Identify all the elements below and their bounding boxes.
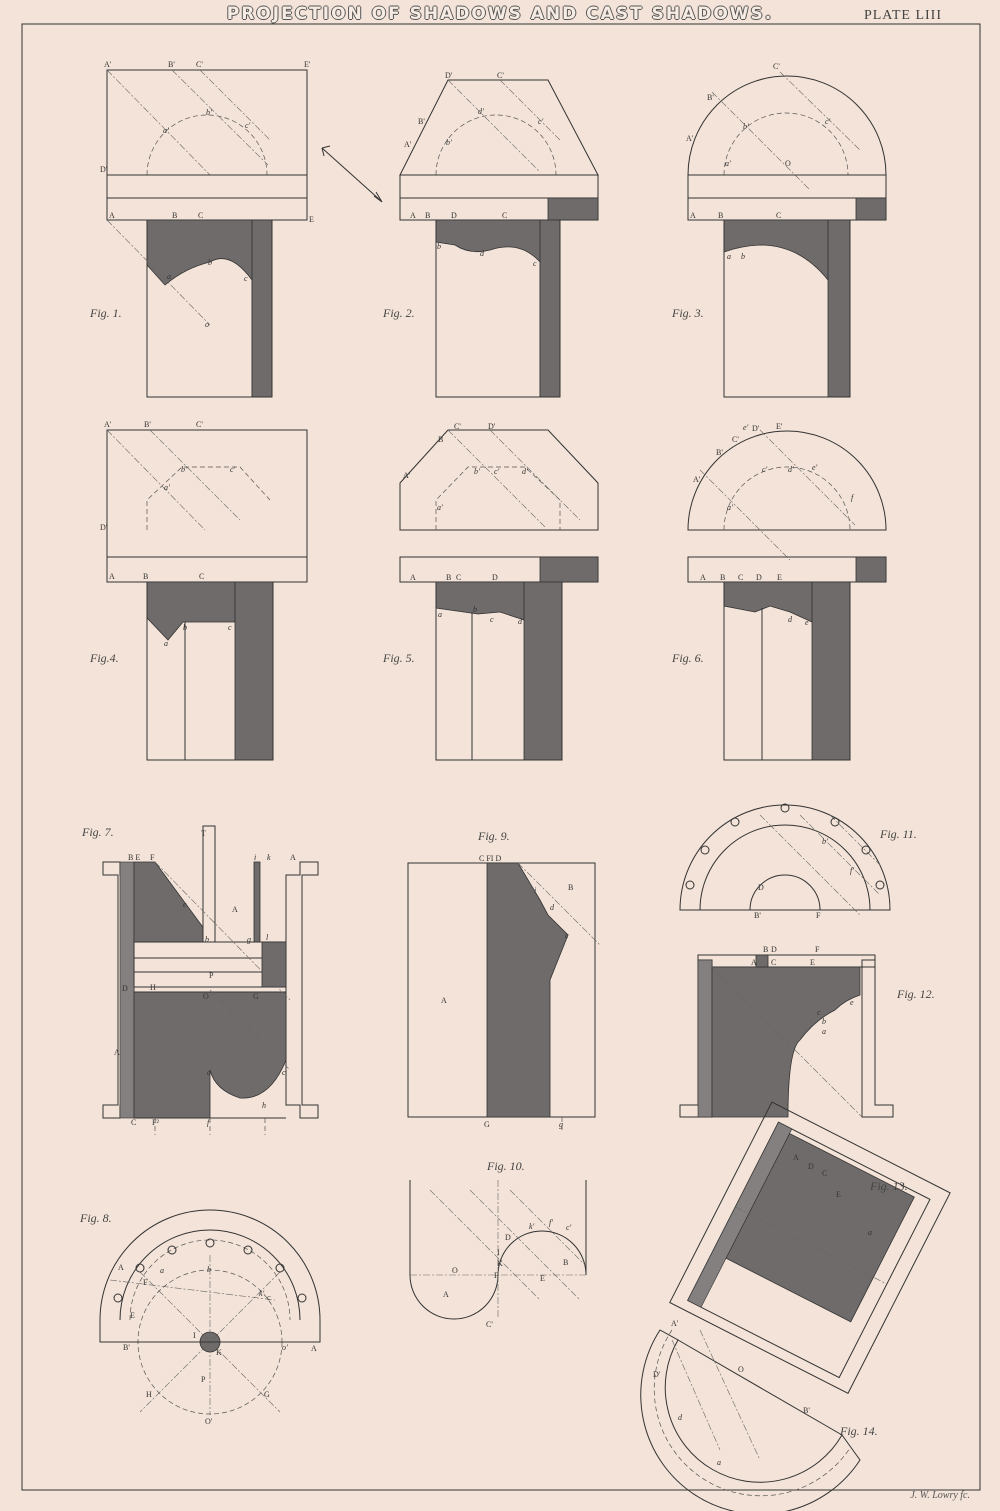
point-label: P bbox=[209, 971, 214, 980]
point-label: c bbox=[817, 1008, 821, 1017]
point-label: H bbox=[146, 1390, 152, 1399]
fig4-caption: Fig.4. bbox=[90, 651, 119, 665]
point-label: c bbox=[490, 615, 494, 624]
point-label: c' bbox=[230, 465, 236, 474]
point-label: G bbox=[253, 992, 259, 1001]
point-label: c' bbox=[762, 465, 768, 474]
point-label: a' bbox=[727, 503, 733, 512]
point-label: C bbox=[776, 211, 782, 220]
point-label: A bbox=[700, 573, 706, 582]
point-label: D' bbox=[488, 422, 496, 431]
fig8-caption: Fig. 8. bbox=[80, 1211, 112, 1225]
point-label: B' bbox=[418, 117, 425, 126]
point-label: f' bbox=[549, 1218, 553, 1227]
point-label: C' bbox=[773, 62, 780, 71]
fig6-caption: Fig. 6. bbox=[672, 651, 704, 665]
figure-2-drawing bbox=[400, 80, 598, 397]
point-label: b bbox=[741, 252, 745, 261]
point-label: C' bbox=[454, 422, 461, 431]
point-label: C bbox=[738, 573, 744, 582]
point-label: A bbox=[410, 211, 416, 220]
point-label: e bbox=[805, 618, 809, 627]
point-label: h bbox=[262, 1101, 266, 1110]
point-label: e bbox=[850, 998, 854, 1007]
point-label: B bbox=[143, 572, 149, 581]
point-label: O bbox=[785, 159, 791, 168]
point-label: A' bbox=[403, 471, 411, 480]
point-label: E bbox=[836, 1190, 841, 1199]
point-label: C bbox=[822, 1169, 828, 1178]
point-label: C' bbox=[486, 1320, 493, 1329]
point-label: k' bbox=[529, 1222, 535, 1231]
point-label: d bbox=[480, 249, 484, 258]
figure-7-drawing bbox=[103, 826, 318, 1135]
point-label: C' bbox=[196, 60, 203, 69]
point-label: C FI D bbox=[479, 854, 502, 863]
point-label: C' bbox=[497, 71, 504, 80]
point-label: A' bbox=[671, 1319, 679, 1328]
point-label: B' bbox=[144, 420, 151, 429]
point-label: c bbox=[244, 274, 248, 283]
point-label: I bbox=[193, 1331, 196, 1340]
point-label: E bbox=[810, 958, 815, 967]
point-label: A bbox=[311, 1344, 317, 1353]
point-label: G bbox=[264, 1390, 270, 1399]
point-label: o bbox=[205, 320, 209, 329]
point-label: b' bbox=[181, 465, 187, 474]
point-label: d' bbox=[478, 107, 484, 116]
point-label: E bbox=[309, 215, 314, 224]
engraver-credit: J. W. Lowry fc. bbox=[910, 1490, 970, 1501]
point-label: E' bbox=[776, 422, 783, 431]
point-label: B bbox=[563, 1258, 569, 1267]
point-label: E' bbox=[304, 60, 311, 69]
point-label: A' bbox=[104, 60, 112, 69]
point-label: A' bbox=[404, 140, 412, 149]
point-label: o' bbox=[282, 1343, 288, 1352]
point-label: A bbox=[114, 1048, 120, 1057]
point-label: F² bbox=[152, 1118, 159, 1127]
point-label: H bbox=[150, 983, 156, 992]
point-label: g bbox=[247, 935, 251, 944]
point-label: c' bbox=[245, 121, 251, 130]
point-label: i bbox=[534, 886, 537, 895]
point-label: a' bbox=[164, 483, 170, 492]
point-label: A bbox=[290, 853, 296, 862]
point-label: K bbox=[497, 1259, 503, 1268]
point-label: a bbox=[167, 272, 171, 281]
point-label: a bbox=[438, 610, 442, 619]
point-label: D bbox=[122, 984, 128, 993]
figure-12-drawing bbox=[680, 955, 893, 1117]
point-label: a bbox=[868, 1228, 872, 1237]
figure-9-drawing bbox=[408, 863, 600, 1130]
point-label: k bbox=[267, 853, 271, 862]
point-label: F bbox=[816, 911, 821, 920]
point-label: C bbox=[456, 573, 462, 582]
point-label: K bbox=[216, 1348, 222, 1357]
point-label: E bbox=[130, 1311, 135, 1320]
point-label: B bbox=[568, 883, 574, 892]
point-label: D bbox=[505, 1233, 511, 1242]
point-label: b' bbox=[206, 108, 212, 117]
point-label: A bbox=[793, 1153, 799, 1162]
fig14-caption: Fig. 14. bbox=[840, 1424, 878, 1438]
point-label: C bbox=[198, 211, 204, 220]
fig13-caption: Fig. 13. bbox=[870, 1179, 908, 1193]
point-label: B' bbox=[803, 1406, 810, 1415]
point-label: B bbox=[763, 945, 769, 954]
point-label: a' bbox=[163, 126, 169, 135]
point-label: D bbox=[451, 211, 457, 220]
point-label: E bbox=[540, 1274, 545, 1283]
point-label: A bbox=[118, 1263, 124, 1272]
point-label: f bbox=[207, 1118, 210, 1127]
point-label: C bbox=[131, 1118, 137, 1127]
point-label: g bbox=[559, 1120, 563, 1129]
point-label: C' bbox=[732, 435, 739, 444]
point-label: A bbox=[443, 1290, 449, 1299]
fig3-caption: Fig. 3. bbox=[672, 306, 704, 320]
fig5-caption: Fig. 5. bbox=[383, 651, 415, 665]
point-label: f bbox=[851, 493, 854, 502]
point-label: a bbox=[822, 1027, 826, 1036]
figure-4-drawing bbox=[107, 430, 307, 760]
point-label: a' bbox=[437, 503, 443, 512]
point-label: B' bbox=[716, 448, 723, 457]
point-label: b' bbox=[446, 138, 452, 147]
point-label: c' bbox=[566, 1223, 572, 1232]
point-label: D' bbox=[100, 165, 108, 174]
point-label: d bbox=[678, 1413, 682, 1422]
point-label: a bbox=[717, 1458, 721, 1467]
point-label: A' bbox=[686, 134, 694, 143]
point-label: B bbox=[718, 211, 724, 220]
point-label: E bbox=[777, 573, 782, 582]
point-label: D bbox=[808, 1162, 814, 1171]
point-label: O bbox=[738, 1365, 744, 1374]
figure-11-drawing bbox=[680, 804, 890, 915]
point-label: c bbox=[282, 1068, 286, 1077]
point-label: B bbox=[172, 211, 178, 220]
point-label: B' bbox=[754, 911, 761, 920]
point-label: D' bbox=[100, 523, 108, 532]
point-label: O bbox=[203, 992, 209, 1001]
point-label: O' bbox=[205, 1417, 213, 1426]
point-label: e' bbox=[743, 423, 749, 432]
point-label: c' bbox=[538, 117, 544, 126]
point-label: e' bbox=[812, 463, 818, 472]
point-label: i bbox=[254, 853, 257, 862]
point-label: c' bbox=[825, 117, 831, 126]
point-label: B' bbox=[123, 1343, 130, 1352]
figure-6-drawing bbox=[688, 430, 886, 760]
figure-5-drawing bbox=[400, 430, 598, 760]
plate-number: PLATE LIII bbox=[863, 8, 942, 23]
point-label: b' bbox=[474, 467, 480, 476]
figure-3-drawing bbox=[688, 72, 886, 397]
point-label: a bbox=[160, 1266, 164, 1275]
point-label: D' bbox=[445, 71, 453, 80]
point-label: d' bbox=[788, 465, 794, 474]
point-label: T bbox=[201, 829, 206, 838]
point-label: D bbox=[756, 573, 762, 582]
point-label: k' bbox=[259, 1289, 265, 1298]
point-label: A bbox=[109, 572, 115, 581]
fig9-caption: Fig. 9. bbox=[478, 829, 510, 843]
point-label: A bbox=[410, 573, 416, 582]
point-label: e bbox=[183, 900, 187, 909]
figure-14-drawing bbox=[641, 1330, 860, 1511]
light-direction-arrow bbox=[322, 146, 382, 202]
point-label: c bbox=[565, 931, 569, 940]
point-label: D bbox=[758, 883, 764, 892]
fig10-caption: Fig. 10. bbox=[487, 1159, 525, 1173]
point-label: A bbox=[109, 211, 115, 220]
point-label: A bbox=[441, 996, 447, 1005]
point-label: d' bbox=[522, 467, 528, 476]
point-label: A bbox=[690, 211, 696, 220]
point-label: A' bbox=[693, 475, 701, 484]
point-label: P bbox=[201, 1375, 206, 1384]
point-label: F bbox=[150, 853, 155, 862]
point-label: b bbox=[437, 242, 441, 251]
fig12-caption: Fig. 12. bbox=[897, 987, 935, 1001]
point-label: B bbox=[720, 573, 726, 582]
point-label: C bbox=[502, 211, 508, 220]
point-label: a bbox=[164, 639, 168, 648]
point-label: c bbox=[228, 623, 232, 632]
point-label: D' bbox=[653, 1370, 661, 1379]
point-label: a' bbox=[725, 159, 731, 168]
point-label: I bbox=[497, 1248, 500, 1257]
point-label: B' bbox=[707, 93, 714, 102]
fig11-caption: Fig. 11. bbox=[880, 827, 917, 841]
point-label: d bbox=[788, 615, 792, 624]
point-label: f' bbox=[850, 866, 854, 875]
point-label: d bbox=[550, 903, 554, 912]
point-label: a bbox=[727, 252, 731, 261]
point-label: B bbox=[446, 573, 452, 582]
point-label: a bbox=[207, 1068, 211, 1077]
point-label: O bbox=[452, 1266, 458, 1275]
point-label: D bbox=[492, 573, 498, 582]
point-label: D' bbox=[752, 424, 760, 433]
point-label: b bbox=[205, 935, 209, 944]
point-label: C bbox=[771, 958, 777, 967]
point-label: b' bbox=[822, 837, 828, 846]
point-label: D bbox=[771, 945, 777, 954]
point-label: F bbox=[815, 945, 820, 954]
point-label: b bbox=[183, 623, 187, 632]
point-label: C bbox=[199, 572, 205, 581]
point-label: C' bbox=[196, 420, 203, 429]
point-label: B E bbox=[128, 853, 141, 862]
point-label: d bbox=[518, 617, 522, 626]
point-label: F bbox=[143, 1278, 148, 1287]
point-label: B bbox=[425, 211, 431, 220]
fig7-caption: Fig. 7. bbox=[82, 825, 114, 839]
point-label: c bbox=[267, 1293, 271, 1302]
point-label: c bbox=[533, 259, 537, 268]
plate-title: PROJECTION OF SHADOWS AND CAST SHADOWS. bbox=[226, 4, 774, 24]
point-label: A bbox=[232, 905, 238, 914]
point-label: b' bbox=[743, 122, 749, 131]
point-label: A bbox=[751, 958, 757, 967]
figure-1-drawing bbox=[107, 70, 307, 397]
point-label: b bbox=[208, 258, 212, 267]
point-label: b bbox=[822, 1017, 826, 1026]
point-label: A' bbox=[104, 420, 112, 429]
point-label: l bbox=[266, 933, 269, 942]
point-label: b bbox=[473, 605, 477, 614]
point-label: B' bbox=[168, 60, 175, 69]
point-label: B bbox=[438, 435, 444, 444]
fig2-caption: Fig. 2. bbox=[383, 306, 415, 320]
point-label: G bbox=[484, 1120, 490, 1129]
point-label: F bbox=[494, 1271, 499, 1280]
fig1-caption: Fig. 1. bbox=[90, 306, 122, 320]
point-label: b bbox=[207, 1265, 211, 1274]
point-label: c' bbox=[494, 467, 500, 476]
figure-13-drawing bbox=[670, 1102, 950, 1393]
